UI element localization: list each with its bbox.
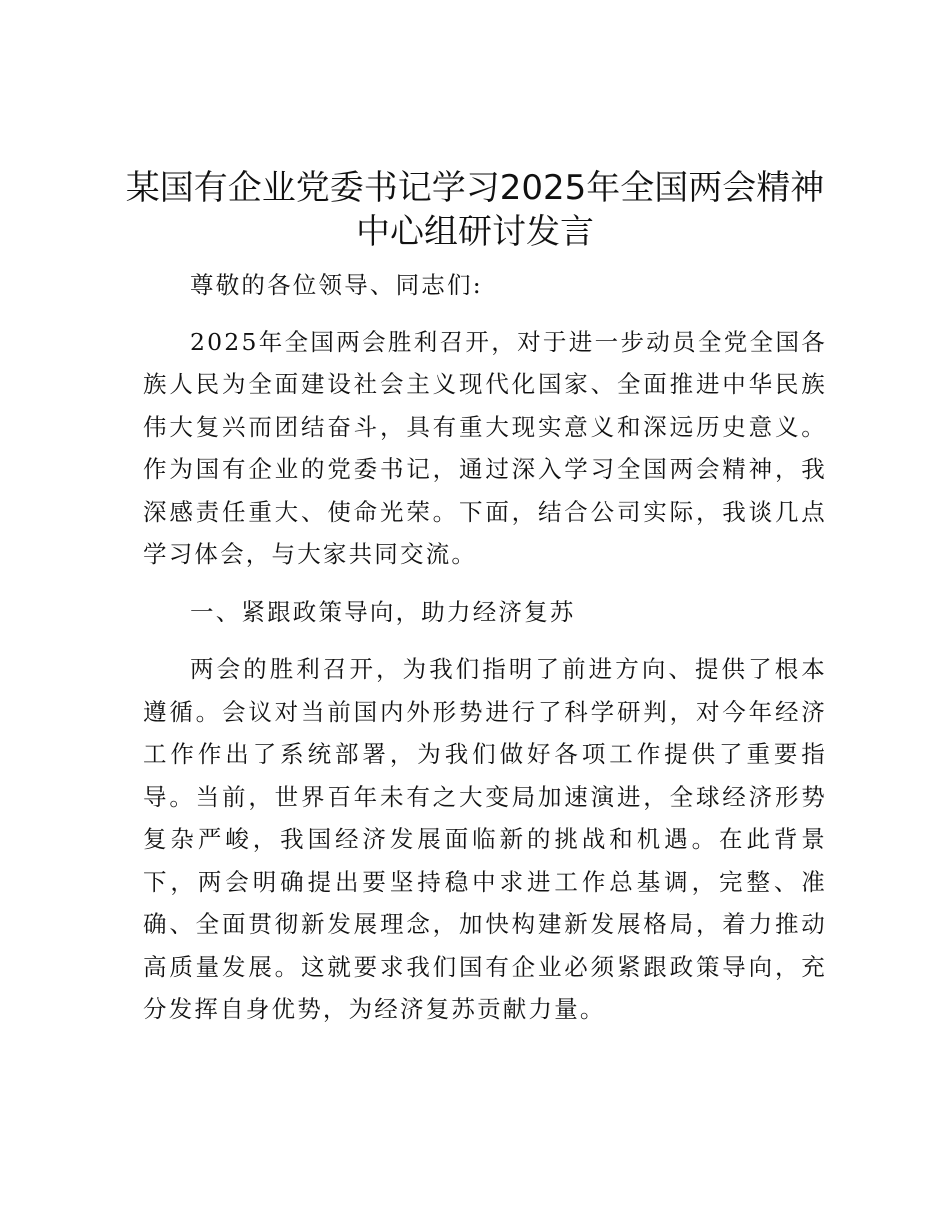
- title-line-1: 某国有企业党委书记学习2025年全国两会精神: [125, 168, 825, 208]
- section-heading-1: 一、紧跟政策导向，助力经济复苏: [190, 597, 576, 626]
- title-line-2: 中心组研讨发言: [356, 212, 594, 252]
- salutation: 尊敬的各位领导、同志们:: [190, 271, 483, 299]
- intro-paragraph: 2025年全国两会胜利召开，对于进一步动员全党全国各族人民为全面建设社会主义现代化国家、全面推进中华民族伟大复兴而团结奋斗，具有重大现实意义和深远历史意义。作为国有企业的党委书记，通过深入学习全国两会精神，我深感责任重大、使命光荣。下面，结合公司实际，我谈几点学习体会，与大家共同交流。: [143, 327, 827, 568]
- document-body: [143, 264, 827, 1046]
- section-1-paragraph: 两会的胜利召开，为我们指明了前进方向、提供了根本遵循。会议对当前国内外形势进行了科学研判，对今年经济工作作出了系统部署，为我们做好各项工作提供了重要指导。当前，世界百年未有之大变局加速演进，全球经济形势复杂严峻，我国经济发展面临新的挑战和机遇。在此背景下，两会明确提出要坚持稳中求进工作总基调，完整、准确、全面贯彻新发展理念，加快构建新发展格局，着力推动高质量发展。这就要求我们国有企业必须紧跟政策导向，充分发挥自身优势，为经济复苏贡献力量。: [143, 655, 827, 1023]
- document-title: [0, 166, 950, 254]
